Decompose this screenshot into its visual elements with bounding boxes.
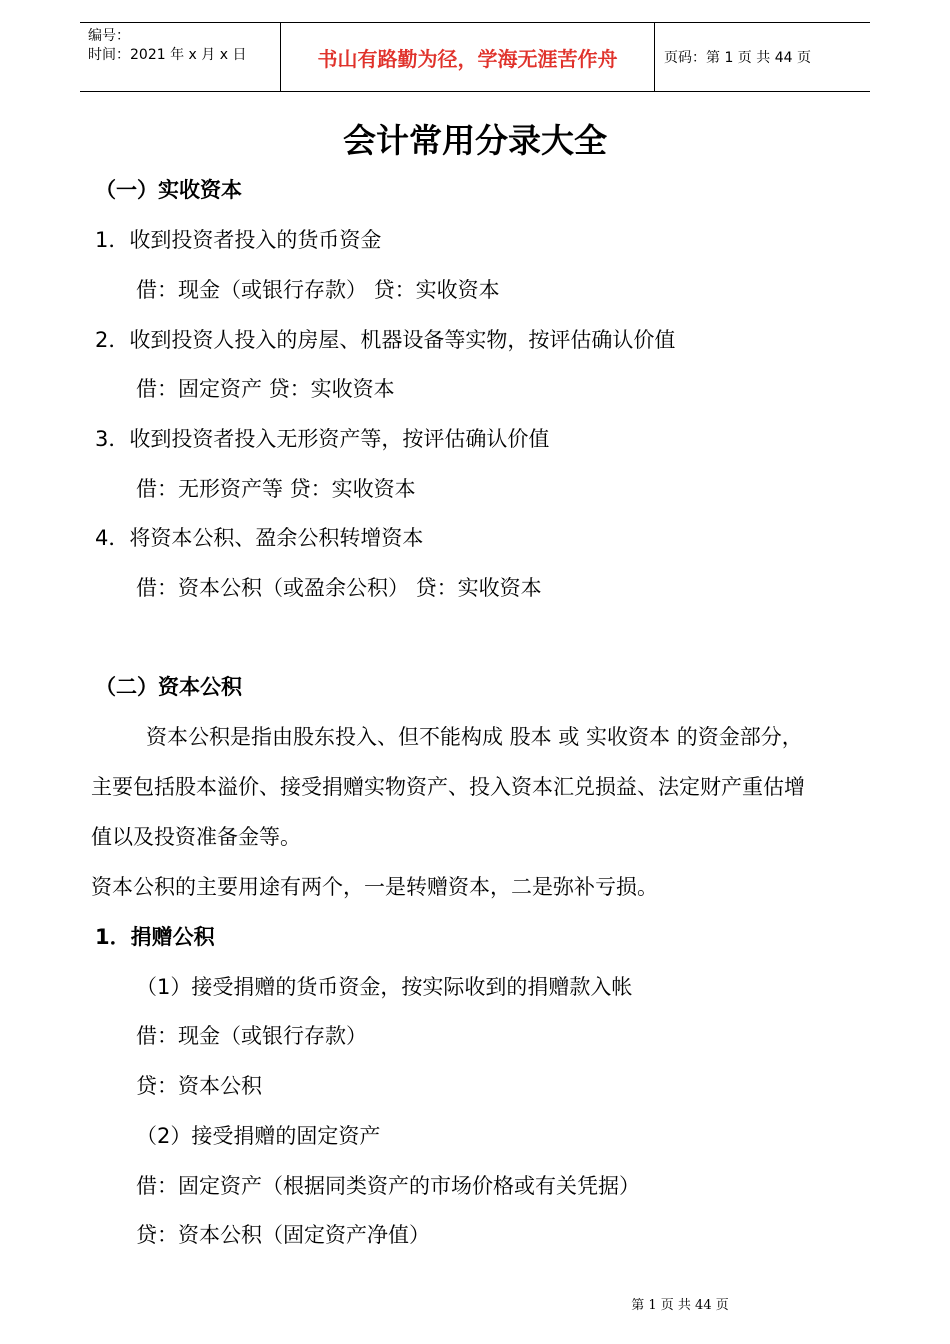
journal-entry: 借：无形资产等 贷：实收资本 [136,477,416,501]
serial-label: 编号： [88,28,130,44]
section-heading: （一）实收资本 [95,178,242,202]
paragraph-line: 值以及投资准备金等。 [91,825,301,849]
page-header [80,22,870,92]
paragraph-line: 主要包括股本溢价、接受捐赠实物资产、投入资本汇兑损益、法定财产重估增 [91,775,805,799]
paragraph-line: 资本公积的主要用途有两个，一是转赠资本，二是弥补亏损。 [91,875,658,899]
journal-entry: 借：资本公积（或盈余公积） 贷：实收资本 [136,576,542,600]
page-title: 会计常用分录大全 [343,121,607,160]
journal-debit: 借：现金（或银行存款） [136,1024,367,1048]
header-page-info: 页码：第 1 页 共 44 页 [664,50,811,66]
item-label: 4．将资本公积、盈余公积转增资本 [95,526,424,550]
header-meta [88,27,246,65]
header-motto: 书山有路勤为径，学海无涯苦作舟 [317,46,618,71]
page-footer: 第 1 页 共 44 页 [631,1298,729,1313]
sub-item-title: （2）接受捐赠的固定资产 [136,1124,381,1148]
item-label: 1．收到投资者投入的货币资金 [95,228,382,252]
section-heading: （二）资本公积 [95,675,242,699]
journal-credit: 贷：资本公积（固定资产净值） [136,1223,430,1247]
journal-debit: 借：固定资产（根据同类资产的市场价格或有关凭据） [136,1174,640,1198]
journal-entry: 借：固定资产 贷：实收资本 [136,377,395,401]
sub-item-title: （1）接受捐赠的货币资金，按实际收到的捐赠款入帐 [136,975,633,999]
date-label: 时间：2021 年 x 月 x 日 [88,47,247,63]
sub-heading: 1．捐赠公积 [95,925,215,949]
header-divider [654,23,655,91]
journal-credit: 贷：资本公积 [136,1074,262,1098]
item-label: 3．收到投资者投入无形资产等，按评估确认价值 [95,427,550,451]
journal-entry: 借：现金（或银行存款） 贷：实收资本 [136,278,500,302]
paragraph-line: 资本公积是指由股东投入、但不能构成 股本 或 实收资本 的资金部分， [146,725,803,749]
item-label: 2．收到投资人投入的房屋、机器设备等实物，按评估确认价值 [95,328,676,352]
